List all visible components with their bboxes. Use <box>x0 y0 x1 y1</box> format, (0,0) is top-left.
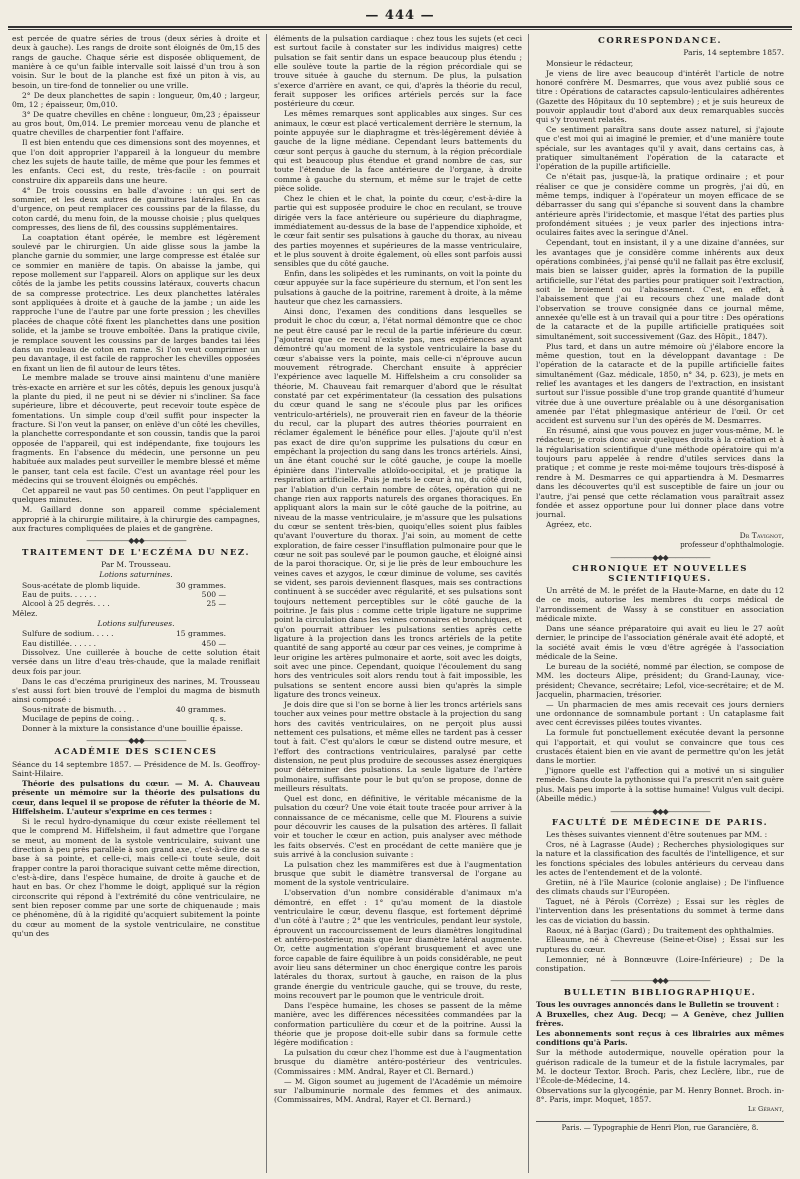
printer-imprint: Paris. — Typographie de Henri Plon, rue Garancière, 8. <box>536 1121 784 1133</box>
paragraph: Les abonnements sont reçus à ces librairies aux mêmes conditions qu'à Paris. <box>536 1029 784 1048</box>
section-title-eczema: TRAITEMENT DE L'ECZÉMA DU NEZ. <box>22 547 250 558</box>
prescription-line: Sous-nitrate de bismuth. . . 40 grammes. <box>22 705 226 715</box>
section-title-chronique: CHRONIQUE ET NOUVELLES SCIENTIFIQUES. <box>572 564 748 584</box>
header-rule <box>8 26 792 30</box>
prescription-line: Sulfure de sodium. . . . . 15 grammes. <box>22 629 226 639</box>
paragraph: Enfin, dans les solipèdes et les ruminants, on voit la pointe du cœur appuyée sur la face supérieure du sternum, et l'on sent les pulsations à gauche de la poitrine, rarement à droite, à la même hauteur que chez les carnassiers. <box>274 269 522 307</box>
paragraph: Tous les ouvrages annoncés dans le Bulletin se trouvent : <box>536 1000 780 1010</box>
paragraph: Raoux, né à Barjac (Gard) ; Du traitement des ophthalmies. <box>546 925 774 935</box>
paragraph: Le membre malade se trouve ainsi maintenu d'une manière très-exacte en arrière et sur les côtés, depuis les genoux jusqu'à la plante du pied, il ne peut ni se dévier ni s'incliner. Sa face supérieure, libre et découverte, peut recevoir toute espèce de fomentations. Un simple coup d'œil suffit pour inspecter la fracture. Si l'on veut la panser, on enlève d'un côté les chevilles, la planchette correspondante et son coussin, tandis que la paroi opposée de l'appareil, qui est indépendante, fixe toujours les fragments. En l'absence du médecin, une personne un peu habituée aux malades peut surveiller le membre blessé et même le panser, tant cela est facile. C'est un avantage réel pour les médecins qui se trouvent éloignés ou empêchés. <box>12 373 260 486</box>
prescription-line: Mucilage de pepins de coing. . q. s. <box>22 714 226 724</box>
paragraph: Dans le cas d'eczéma prurigineux des narines, M. Trousseau s'est aussi fort bien trouvé de l'emploi du magma de bismuth ainsi composé : <box>12 676 260 705</box>
paragraph: J'ignore quelle est l'affection qui a motivé un si singulier remède. Sans doute la pythonisse qui l'a prescrit n'en sait guère plus. Mais peu importe à la sottise humaine! Vulgus vult decipi. (Abeille médic.) <box>536 766 784 804</box>
paragraph: Gretiin, né à l'île Maurice (colonie anglaise) ; De l'influence des climats chauds sur l'Européen. <box>536 877 784 897</box>
paragraph: Plus tard, et dans un autre mémoire où j'élabore encore la même question, tout en la développant davantage : De l'opération de la cataracte et de la pupille artificielle faites simultanément (Gaz. médicale, 1850, n° 34, p. 623), je mets en relief les avantages et les dangers de l'extraction, en insistant surtout sur l'issue possible d'une trop grande quantité d'humeur vitrée due à une ouverture préalable ou à une désorganisation amenée par l'état phlegmasique antérieur de l'œil. Or cet accident est survenu sur l'un des opérés de M. Desmarres. <box>536 341 784 426</box>
column-rule <box>528 34 529 1173</box>
salutation: Monsieur le rédacteur, <box>546 58 634 68</box>
paragraph: est percée de quatre séries de trous (deux séries à droite et deux à gauche). Les rangs de droite sont éloignés de 0m,15 des rangs de gauche. Chaque série est disposée obliquement, de manière à ce qu'un faible intervalle soit laissé d'un trou à son voisin. Sur le bout de la planche est fixé un piton à vis, au besoin, un tire-fond de tonnelier ou une vrille. <box>12 34 260 90</box>
paragraph: Agréez, etc. <box>546 520 592 530</box>
section-title-bulletin: BULLETIN BIBLIOGRAPHIQUE. <box>563 987 757 998</box>
paragraph: Dans une séance préparatoire qui avait eu lieu le 27 août dernier, le principe de l'association générale avait été adopté, et la société avait émis le vœu d'être agrégée à l'association médicale de la Seine. <box>536 623 784 661</box>
prescription-line: Eau distillée. . . . . . 450 — <box>22 638 226 648</box>
paragraph: M. Gaillard donne son appareil comme spécialement approprié à la chirurgie militaire, à la chirurgie des campagnes, aux fractures compliquées de plaies et de gangrène. <box>12 505 260 533</box>
paragraph: — Un pharmacien de mes amis recevait ces jours derniers une ordonnance de somnambule portant : Un cataplasme fait avec cent écrevisses pilées toutes vivantes. <box>536 699 784 728</box>
paragraph: A Bruxelles, chez Aug. Decq; — A Genève, chez Jullien frères. <box>536 1009 784 1029</box>
paragraph: Lemonnier, né à Bonnœuvre (Loire-Inférieure) ; De la constipation. <box>536 954 784 973</box>
paragraph: Observations sur la glycogénie, par M. Henry Bonnet. Broch. in-8°. Paris, impr. Moquet, 1857. <box>536 1086 784 1105</box>
ornament-divider: ——————◆◆◆—————— <box>86 736 186 746</box>
paragraph: L'observation d'un nombre considérable d'animaux m'a démontré, en effet : 1° qu'au moment de la diastole ventriculaire le cœur, devenu flasque, est fortement déprimé d'un côté à l'autre ; 2° que les ventricules, pendant leur systole, éprouvent un raccourcissement de leurs diamètres longitudinal et antéro-postérieur, mais que leur diamètre latéral augmente. Or, cette augmentation s'opérant brusquement et avec une force capable de faire équilibre à un poids considérable, ne peut avoir lieu sans déterminer un choc énergique contre les parois latérales du thorax, surtout à gauche, en raison de la plus grande énergie du ventricule gauche, qui se trouve, du reste, moins recouvert par le poumon que le ventricule droit. <box>274 888 522 1001</box>
paragraph: La coaptation étant opérée, le membre est légèrement soulevé par le chirurgien. Un aide glisse sous la jambe la planche garnie du sommier, une large compresse est étalée sur ce sommier en manière de tapis. On abaisse la jambe, qui repose mollement sur l'appareil. Alors on applique sur les deux côtés de la jambe les petits coussins latéraux, couverts chacun de sa compresse protectrice. Les deux planchettes latérales sont appliquées à droite et à gauche de la jambe ; un aide les rapproche l'une de l'autre par une forte pression ; les chevilles placées de chaque côté fixent les planchettes dans une position solide, et la jambe se trouve emboîtée. Dans la pratique civile, je remplace souvent les coussins par de larges bandes tai lées dans un rouleau de coton en rame. Si l'on veut comprimer un peu davantage, il est facile de rapprocher les chevilles opposées en fixant un lien de fil autour de leurs têtes. <box>12 232 260 373</box>
paragraph: Cros, né à Lagrasse (Aude) ; Recherches physiologiques sur la nature et la classification des facultés de l'intelligence, et sur les fonctions spéciales des lobules antérieurs du cerveau dans les actes de l'entendement et de la volonté. <box>536 840 784 878</box>
paragraph: Cet appareil ne vaut pas 50 centimes. On peut l'appliquer en quelques minutes. <box>12 486 260 505</box>
prescription-line: Sous-acétate de plomb liquide. 30 grammes. <box>22 580 226 590</box>
paragraph: Donner à la mixture la consistance d'une bouillie épaisse. <box>22 723 243 733</box>
paragraph: éléments de la pulsation cardiaque : chez tous les sujets (et ceci est surtout facile à constater sur les individus maigres) cette pulsation se fait sentir dans un espace beaucoup plus étendu ; elle soulève toute la partie de la région précordiale qui se trouve située à gauche du sternum. De plus, la pulsation s'exerce d'arrière en avant, ce qui, d'après la théorie du recul, ferait supposer les orifices artériels percés sur la face postérieure du cœur. <box>274 34 522 109</box>
bulletin-block <box>536 1000 784 1105</box>
ornament-divider: ——————◆◆◆—————— <box>610 806 710 816</box>
section-title-academie: ACADÉMIE DES SCIENCES <box>54 747 218 758</box>
signature-role: professeur d'ophthalmologie. <box>680 540 784 549</box>
prescription-line: Eau de puits. . . . . . 500 — <box>22 589 226 599</box>
paragraph: Je viens de lire avec beaucoup d'intérêt l'article de notre honoré confrère M. Desmarres, que vous avez publié sous ce titre : Opérations de cataractes capsulo-lenticulaires adhérentes (Gazette des Hôpitaux du 10 septembre) ; et je suis heureux de pouvoir applaudir tout d'abord aux deux remarquables succès qui s'y trouvent relatés. <box>536 68 784 125</box>
ornament-divider: ——————◆◆◆—————— <box>610 976 710 986</box>
paragraph: Les thèses suivantes viennent d'être soutenues par MM. : <box>546 830 768 840</box>
paragraph: Le bureau de la société, nommé par élection, se compose de MM. les docteurs Alipe, président; du Grand-Launay, vice-président; Chevance, secrétaire; Lefol, vice-secrétaire; et de M. Jacquelin, pharmacien, trésorier. <box>536 661 784 699</box>
paragraph: Ce sentiment paraîtra sans doute assez naturel, si j'ajoute que c'est moi qui ai imaginé le premier, et d'une manière toute spéciale, sur les avantages qu'il y avait, dans certains cas, à pratiquer simultanément l'opération de la cataracte et l'opération de la pupille artificielle. <box>536 125 784 172</box>
paragraph: Les mêmes remarques sont applicables aux singes. Sur ces animaux, le cœur est placé verticalement derrière le sternum, la pointe appuyée sur le diaphragme et très-légèrement déviée à gauche de la ligne médiane. Cependant leurs battements du cœur sont perçus à gauche du sternum, à la région précordiale qui est beaucoup plus étendue et grand nombre de cas, sur toute l'étendue de la face antérieure de l'organe, à droite comme à gauche du sternum, et même sur le trajet de cette pièce solide. <box>274 109 522 193</box>
paragraph: Sur la méthode autodermique, nouvelle opération pour la guérison radicale de la tumeur et de la fistule lacrymales, par M. le docteur Textor. Broch. Paris, chez Leclère, libr., rue de l'École-de-Médecine, 14. <box>536 1048 784 1086</box>
paragraph: Ainsi donc, l'examen des conditions dans lesquelles se produit le choc du cœur, a, l'état normal démontre que ce choc ne peut être causé par le recul de la partie inférieure du cœur. J'ajouterai que ce recul n'existe pas, mes expériences ayant démontré qu'au moment de la systole ventriculaire la base du cœur s'abaisse vers la pointe, mais celle-ci n'éprouve aucun mouvement rétrograde. Cherchant ensuite à apprécier l'expérience avec laquelle M. Hiffelsheim a cru consolider sa théorie, M. Chauveau fait remarquer d'abord que le résultat constaté par cet expérimentateur (la cessation des pulsations du cœur quand le sang ne s'écoule plus par les orifices ventriculo-artériels), ne prouverait rien en faveur de la théorie du recul, car la plupart des autres théories pourraient en réclamer également le bénéfice pour elles. J'ajoute qu'il n'est pas exact de dire qu'on supprime les pulsations du cœur en empêchant la projection du sang dans les troncs artériels. Ainsi, un âne étant couché sur le côté gauche, je coupe la moelle épinière dans l'intervalle atloïdo-occipital, et je pratique la respiration artificielle. Puis je mets le cœur à nu, du côté droit, par l'ablation d'un certain nombre de côtes, opération qui ne change rien aux rapports naturels des organes thoraciques. En appliquant alors la main sur le côté gauche de la poitrine, au niveau de la masse ventriculaire, je m'assure que les pulsations du cœur se sentent très-bien, quoiqu'elles soient plus faibles qu'avant l'ouverture du thorax. J'ai soin, au moment de cette exploration, de faire cesser l'insufflation pulmonaire pour que le cœur ne soit pas soulevé par le poumon gauche, et éloigné ainsi de la paroi thoracique. Or, si je lie près de leur embouchure les veines caves et azygos, le cœur diminue de volume, ses cavités se vident, ses parois deviennent flasques, mais ses contractions continuent à se succéder avec régularité, et ses pulsations sont toujours nettement perceptibles sur le côté gauche de la poitrine. Je fais plus : comme cette triple ligature ne supprime point la circulation dans les veines coronaires et bronchiques, et qu'on pourrait attribuer les pulsations senties après cette ligature à la projection dans les troncs artériels de la petite quantité de sang apporté au cœur par ces veines, je comprime à leur origine les artères pulmonaire et aorte, soit avec les doigts, soit avec une pince. Cependant, quoique l'écoulement du sang hors des ventricules soit alors rendu tout à fait impossible, les pulsations se sentent encore aussi bien qu'après la simple ligature des troncs veineux. <box>274 306 522 700</box>
paragraph: Si le recul hydro-dynamique du cœur existe réellement tel que le comprend M. Hiffelsheim, il faut admettre que l'organe se meut, au moment de la systole ventriculaire, suivant une direction à peu près parallèle à son grand axe, c'est-à-dire de sa base à sa pointe, et celle-ci, mais celle-ci toute seule, doit frapper contre la paroi thoracique suivant cette même direction, c'est-à-dire, dans l'espèce humaine, de droite à gauche et de haut en bas. Or chez l'homme le doigt, appliqué sur la région circonscrite qui répond à l'extrémité du cône ventriculaire, ne sent bien reposer comme par une sorte de chiquenaude ; mais ce phénomène, dû à la rigidité qu'acquiert subitement la pointe du cœur au moment de la systole ventriculaire, ne constitue qu'un des <box>12 816 260 938</box>
article-author: Par M. Trousseau. <box>101 559 171 569</box>
paragraph: 2° De deux planchettes de sapin : longueur, 0m,40 ; largeur, 0m, 12 ; épaisseur, 0m,010. <box>12 90 260 109</box>
paragraph: Il est bien entendu que ces dimensions sont des moyennes, et que l'on doit approprier l'appareil à la longueur du membre chez les sujets de haute taille, de même que pour les femmes et les enfants. Ceci est, du reste, très-facile : on pourrait construire dix appareils dans une heure. <box>12 138 260 185</box>
paragraph: La formule fut ponctuellement exécutée devant la personne qui l'apportait, et qui voulut se convaincre que tous ces crustacés étaient bien en vie avant de permettre qu'on les jetât dans le mortier. <box>536 728 784 766</box>
page-number: — 444 — <box>365 8 435 23</box>
paragraph: Taguet, né à Pérols (Corrèze) ; Essai sur les règles de l'intervention dans les présentations du sommet à terme dans les cas de viciation du bassin. <box>536 897 784 925</box>
section-title-correspondance: CORRESPONDANCE. <box>597 36 723 46</box>
gerant-label: Le Gérant, <box>747 1105 784 1114</box>
section-title-faculte: FACULTÉ DE MÉDECINE DE PARIS. <box>551 817 769 828</box>
paragraph: Un arrêté de M. le préfet de la Haute-Marne, en date du 12 de ce mois, autorise les membres du corps médical de l'arrondissement de Wassy à se constituer en association médicale mixte. <box>536 586 784 624</box>
prescription-line: Alcool à 25 degrés. . . . 25 — <box>22 599 226 609</box>
paragraph: Chez le chien et le chat, la pointe du cœur, c'est-à-dire la partie qui est supposée produire le choc en reculant, se trouve dirigée vers la face antérieure ou supérieure du diaphragme, immédiatement au-dessus de la base de l'appendice xiphoïde, et le cœur fait sentir ses pulsations à gauche du thorax, au niveau des parties moyennes et supérieures de la masse ventriculaire, et le plus souvent à droite également, où elles sont parfois aussi sensibles que du côté gauche. <box>274 193 522 269</box>
signature: Dr Tavignot, <box>739 531 784 541</box>
paragraph: Théorie des pulsations du cœur. — M. A. Chauveau présente un mémoire sur la théorie des pulsations du cœur, dans lequel il se propose de réfuter la théorie de M. Hiffelsheim. L'auteur s'exprime en ces termes : <box>12 778 260 816</box>
column-rule <box>266 34 267 1173</box>
paragraph: Cependant, tout en insistant, il y a une dizaine d'années, sur les avantages que je considère comme inhérents aux deux opérations combinées, j'ai pensé qu'il ne fallait pas être exclusif, mais bien se laisser guider, après la formation de la pupille artificielle, sur l'état des parties pour pratiquer soit l'extraction, soit le broiement ou l'abaissement. C'est, en effet, à l'abaissement que j'ai eu recours chez une malade dont l'observation se trouve consignée dans ce journal même, annexée qu'elle est à un travail qui a pour titre : Des opérations de la cataracte et de la pupille artificielle pratiquées soit simultanément, soit successivement (Gaz. des Hôpit., 1847). <box>536 238 784 341</box>
subheading: Lotions sulfureuses. <box>97 618 175 628</box>
ornament-divider: ——————◆◆◆—————— <box>86 536 186 546</box>
paragraph: Mêlez. <box>12 608 38 618</box>
paragraph: — M. Gigon soumet au jugement de l'Académie un mémoire sur l'albuminurie normale des femmes et des animaux. (Commissaires, MM. Andral, Rayer et Cl. Bernard.) <box>274 1076 522 1105</box>
column-middle <box>274 34 522 1173</box>
subheading: Lotions saturnines. <box>99 570 173 580</box>
paragraph: 3° De quatre chevilles en chêne : longueur, 0m,23 ; épaisseur au gros bout, 0m,014. Le premier morceau venu de planche et quatre chevilles de charpentier font l'affaire. <box>12 109 260 138</box>
column-left <box>12 34 260 1173</box>
paragraph: Dissolvez. Une cuillerée à bouche de cette solution était versée dans un litre d'eau très-chaude, que la malade reniflait deux fois par jour. <box>12 648 260 676</box>
paragraph: Elleaume, né à Chevreuse (Seine-et-Oise) ; Essai sur les ruptures du cœur. <box>536 935 784 954</box>
column-right <box>536 34 784 1173</box>
paragraph: Je dois dire que si l'on se borne à lier les troncs artériels sans toucher aux veines pour mettre obstacle à la projection du sang hors des cavités ventriculaires, on ne perçoit plus aussi nettement ces pulsations, et même elles ne tardent pas à cesser tout à fait. C'est qu'alors le cœur se distend outre mesure, et l'effort des contractions ventriculaires, paralysé par cette distension, ne peut plus produire de secousses assez énergiques pour déterminer des pulsations. La seule ligature de l'artère pulmonaire, suffisante pour le but qu'on se propose, donne de meilleurs résultats. <box>274 699 522 793</box>
paragraph: En résumé, ainsi que vous pouvez en juger vous-même, M. le rédacteur, je crois donc avoir quelques droits à la création et à la régularisation scientifique d'une méthode opératoire qui m'a toujours paru appelée à rendre d'utiles services dans la pratique ; et comme je reste moi-même toujours très-disposé à rendre à M. Desmarres ce qui appartiendra à M. Desmarres dans les découvertes qu'il est susceptible de faire un jour ou l'autre, j'ai pensé que cette réclamation vous paraîtrait assez fondée et assez opportune pour lui donner place dans votre journal. <box>536 426 784 520</box>
paragraph: Ce n'était pas, jusque-là, la pratique ordinaire ; et pour réaliser ce que je considère comme un progrès, j'ai dû, en même temps, indiquer à l'opérateur un moyen efficace de se débarrasser du sang qui s'épanche si souvent dans la chambre antérieure après l'iridectomie, et masque l'état des parties plus profondément situées ; je veux parler des injections intra-oculaires faites avec la seringue d'Anel. <box>536 172 784 238</box>
paragraph: Quel est donc, en définitive, le véritable mécanisme de la pulsation du cœur? Une voie était toute tracée pour arriver à la connaissance de ce mécanisme, celle que M. Flourens a suivie pour découvrir les causes de la pulsation des artères. Il fallait voir et toucher le cœur en action, puis analyser avec méthode les faits observés. C'est en procédant de cette manière que je suis arrivé à la conclusion suivante : <box>274 793 522 859</box>
paragraph: Dans l'espèce humaine, les choses se passent de la même manière, avec les différences nécessitées commandées par la conformation particulière du cœur et de la poitrine. Aussi la théorie que je propose doit-elle subir dans sa formule cette légère modification : <box>274 1000 522 1048</box>
ornament-divider: ——————◆◆◆—————— <box>610 553 710 563</box>
paragraph: 4° De trois coussins en balle d'avoine : un qui sert de sommier, et les deux autres de garnitures latérales. En cas d'urgence, on peut remplacer ces coussins par de la filasse, du coton cardé, du menu foin, de la mousse choisie ; plus quelques compresses, des liens de fil, des coussins supplémentaires. <box>12 185 260 232</box>
paragraph: La pulsation chez les mammifères est due à l'augmentation brusque que subit le diamètre transversal de l'organe au moment de la systole ventriculaire. <box>274 859 522 888</box>
paragraph: La pulsation du cœur chez l'homme est due à l'augmentation brusque du diamètre antéro-postérieur des ventricules. (Commissaires : MM. Andral, Rayer et Cl. Bernard.) <box>274 1048 522 1076</box>
paragraph: Séance du 14 septembre 1857. — Présidence de M. Is. Geoffroy-Saint-Hilaire. <box>12 759 260 779</box>
dateline: Paris, 14 septembre 1857. <box>683 48 784 58</box>
